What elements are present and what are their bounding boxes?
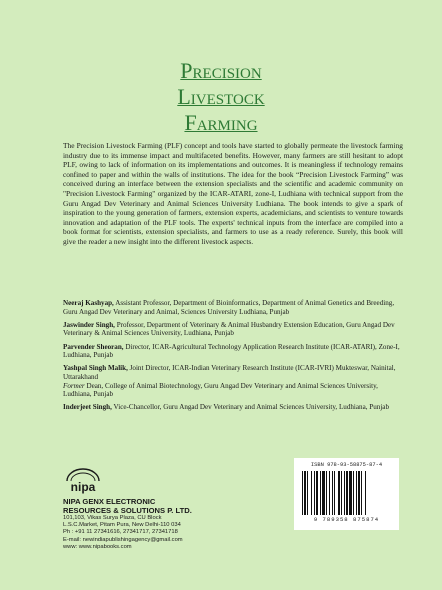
isbn-label: ISBN 978-93-58875-87-4 xyxy=(310,462,383,468)
title-line-1: Precision xyxy=(180,58,262,83)
isbn-digits: 9 789358 875874 xyxy=(313,516,380,523)
publisher-website: www: www.nipabooks.com xyxy=(63,543,132,550)
author-details: Director, ICAR-Agricultural Technology Application Research Institute (ICAR-ATARI), Zone-I, Ludhiana, Punjab xyxy=(63,342,400,360)
logo-text: nipa xyxy=(70,480,96,494)
blurb-text: The Precision Livestock Farming (PLF) concept and tools have started to globally permeate the livestock farming industry due to its immense impact and multifaceted benefits. However, many farmers are still hesitant to adopt PLF, owing to lack of information on its implementations and outcomes. It is meaningless if technology remains confined to paper and within the walls of institutions. The idea for the book “Precision Livestock Farming” was conceived during an interface between the extension specialists and the scientific and academic community on "Precision Livestock Farming" organized by the ICAR-ATARI, zone-I, Ludhiana with technical support from the Guru Angad Dev Veterinary and Animal Sciences University Ludhiana. The book intends to give a spark of inspiration to the young generation of farmers, extension experts, academicians, and scientists to venture towards innovation and adaptation of the PLF tools. The experts' technical inputs from the interface are compiled into a book format for scientists, extension specialists, and farmers to use as a ready reference. Surely, this book will give the reader a new insight into the different livestock aspects. xyxy=(63,141,403,246)
publisher-phone: Ph : +91 11 27341616, 27341717, 27341718 xyxy=(63,529,178,536)
nipa-logo-icon xyxy=(63,467,103,495)
author-name: Jaswinder Singh, xyxy=(63,320,115,329)
publisher-email: E-mail: newindiapublishingagency@gmail.com xyxy=(63,536,183,543)
author-name: Neeraj Kashyap, xyxy=(63,299,114,307)
author-entry xyxy=(63,343,403,360)
title-line-2: Livestock xyxy=(177,84,265,109)
author-entry xyxy=(63,403,403,412)
barcode-icon xyxy=(300,471,393,515)
author-entry xyxy=(63,299,403,316)
author-details: Professor, Department of Veterinary & Animal Husbandry Extension Education, Guru Angad Dev Veterinary & Animal Sciences University, Ludhiana, Punjab xyxy=(63,320,395,338)
author-entry xyxy=(63,321,403,338)
former-details: Dean, College of Animal Biotechnology, Guru Angad Dev Veterinary and Animal Sciences University, Ludhiana, Punjab xyxy=(63,381,378,399)
publisher-address-line: L.S.C.Market, Pitam Pura, New Delhi-110 034 xyxy=(63,522,181,529)
publisher-name-line-2: RESOURCES & SOLUTIONS P. LTD. xyxy=(63,506,192,515)
author-details: Assistant Professor, Department of Bioinformatics, Department of Animal Genetics and Breeding, Guru Angad Dev Veterinary and Animal, Sciences University Ludhiana, Punjab xyxy=(63,299,395,316)
isbn-barcode-box xyxy=(294,458,399,530)
author-name: Parvender Sheoran, xyxy=(63,342,124,351)
author-details: Joint Director, ICAR-Indian Veterinary Research Institute (ICAR-IVRI) Mukteswar, Nainital, Uttarakhand xyxy=(63,364,396,381)
author-entry xyxy=(63,364,403,398)
publisher-address-line: 101,103, Vikas Surya Plaza, CU Block xyxy=(63,515,162,521)
publisher-name-line-1: NIPA GENX ELECTRONIC xyxy=(63,497,156,506)
author-list xyxy=(63,299,403,417)
publisher-info xyxy=(63,497,263,551)
book-blurb xyxy=(63,141,403,247)
author-name: Inderjeet Singh, xyxy=(63,403,112,412)
former-label: Former xyxy=(63,381,85,390)
author-details: Vice-Chancellor, Guru Angad Dev Veterinary and Animal Sciences University, Ludhiana, Punjab xyxy=(111,403,389,412)
title-line-3: Farming xyxy=(184,110,258,135)
author-name: Yashpal Singh Malik, xyxy=(63,364,128,373)
